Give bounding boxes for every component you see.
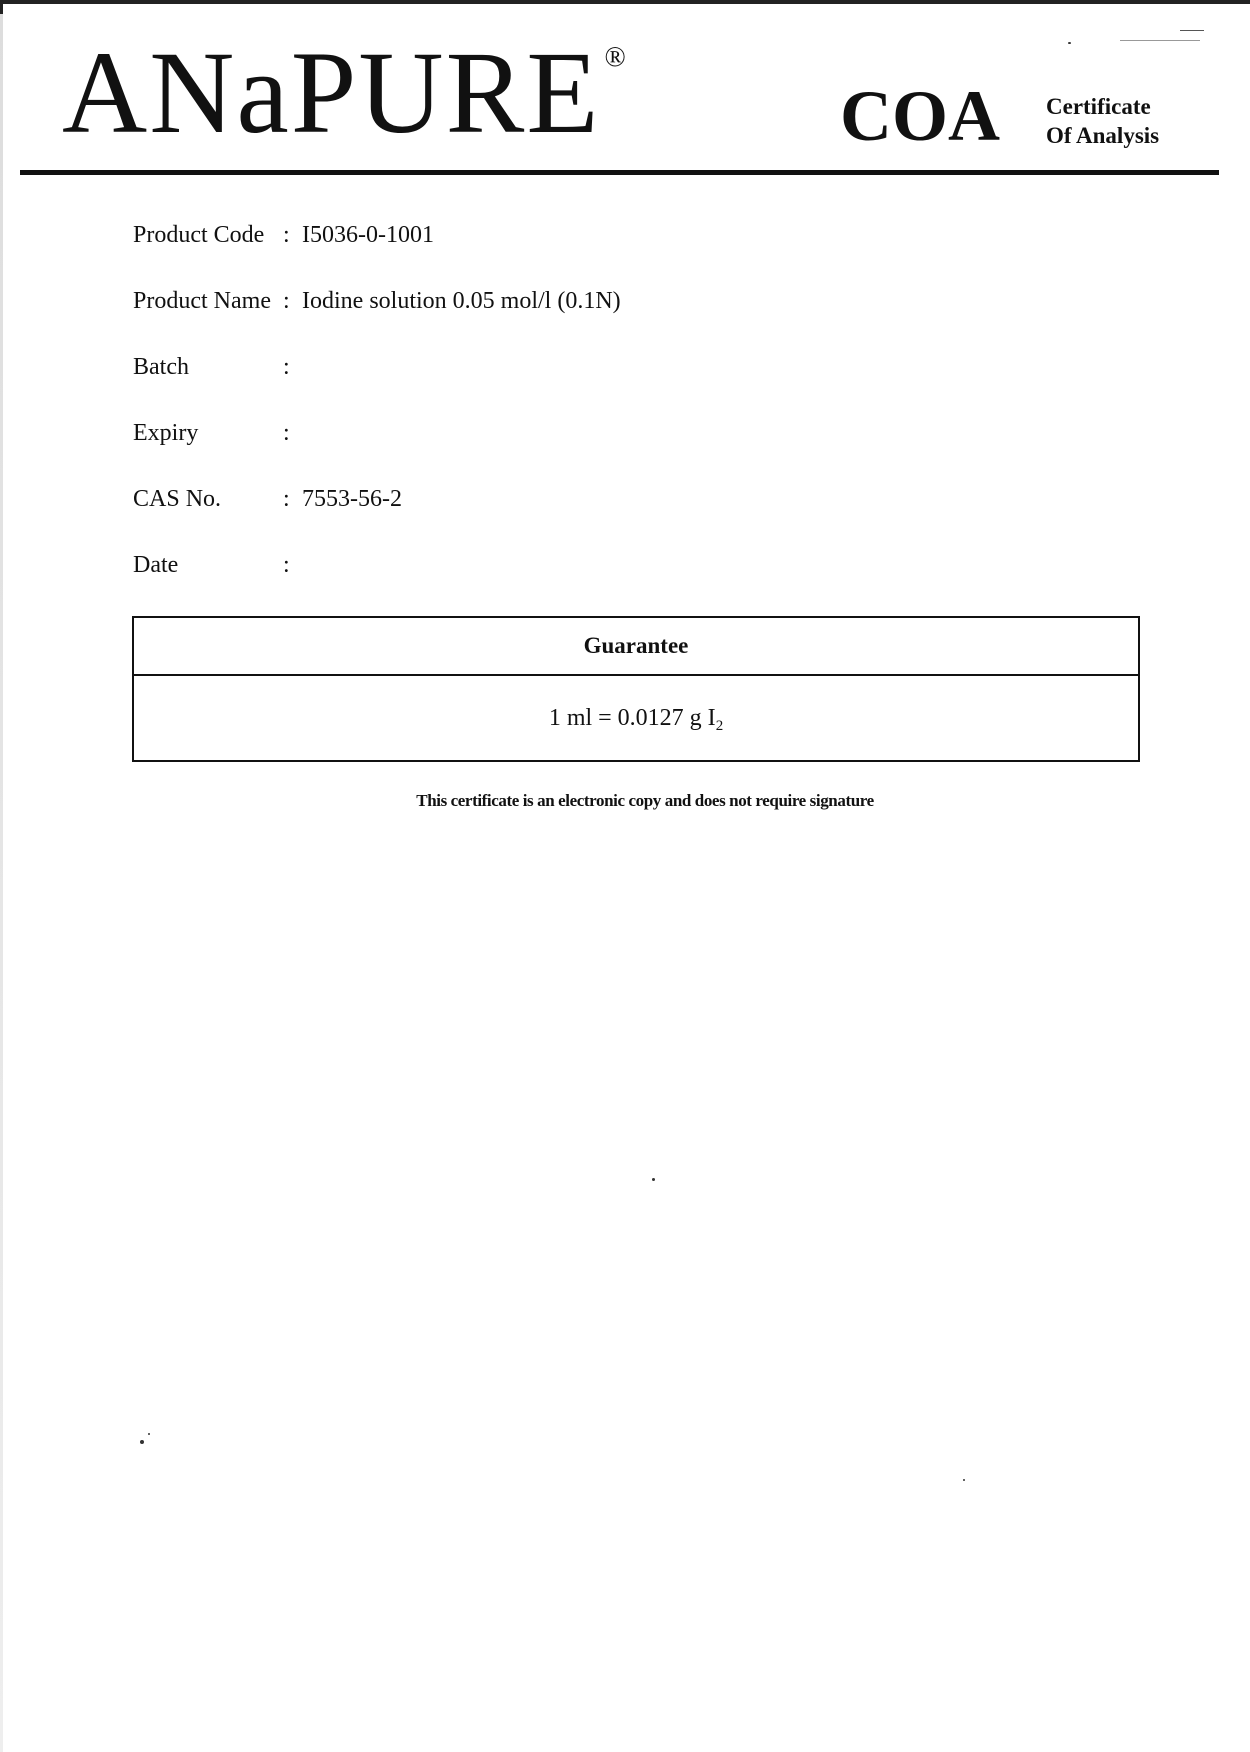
scan-edge-top (0, 0, 1250, 4)
doc-title-line1: Certificate (1046, 94, 1151, 119)
info-value: Iodine solution 0.05 mol/l (0.1N) (302, 288, 621, 314)
brand-logo (62, 27, 628, 158)
info-colon: : (283, 420, 290, 446)
scan-speck (652, 1178, 655, 1181)
scan-speck (148, 1433, 150, 1435)
scan-speck (1180, 30, 1204, 31)
guarantee-table (132, 616, 1140, 762)
info-label: Batch (133, 354, 189, 380)
info-label: Date (133, 552, 179, 578)
info-colon: : (283, 288, 290, 314)
info-colon: : (283, 552, 290, 578)
info-colon: : (283, 222, 290, 248)
info-label: Product Name (133, 288, 271, 314)
scan-speck (1120, 40, 1200, 41)
header-rule (20, 170, 1219, 175)
guarantee-value-text: 1 ml = 0.0127 g I (548, 705, 716, 731)
info-label: CAS No. (133, 486, 222, 512)
guarantee-value (134, 676, 1138, 768)
info-colon: : (283, 354, 290, 380)
info-value: 7553-56-2 (302, 486, 402, 512)
registered-mark: ® (604, 42, 628, 73)
guarantee-value-subscript: 2 (715, 718, 724, 734)
brand-name: ANaPURE (62, 27, 601, 158)
doc-title (1046, 92, 1159, 150)
info-label: Expiry (133, 420, 199, 446)
scan-speck (1068, 42, 1071, 44)
scan-speck (963, 1479, 965, 1481)
scan-edge-left (0, 0, 3, 1752)
info-colon: : (283, 486, 290, 512)
footer-note: This certificate is an electronic copy and does not require signature (416, 791, 874, 810)
info-value: I5036-0-1001 (302, 222, 434, 248)
scan-speck (140, 1440, 144, 1444)
info-label: Product Code (133, 222, 265, 248)
guarantee-heading: Guarantee (134, 618, 1138, 676)
doc-code: COA (840, 76, 1000, 156)
doc-title-line2: Of Analysis (1046, 123, 1160, 148)
